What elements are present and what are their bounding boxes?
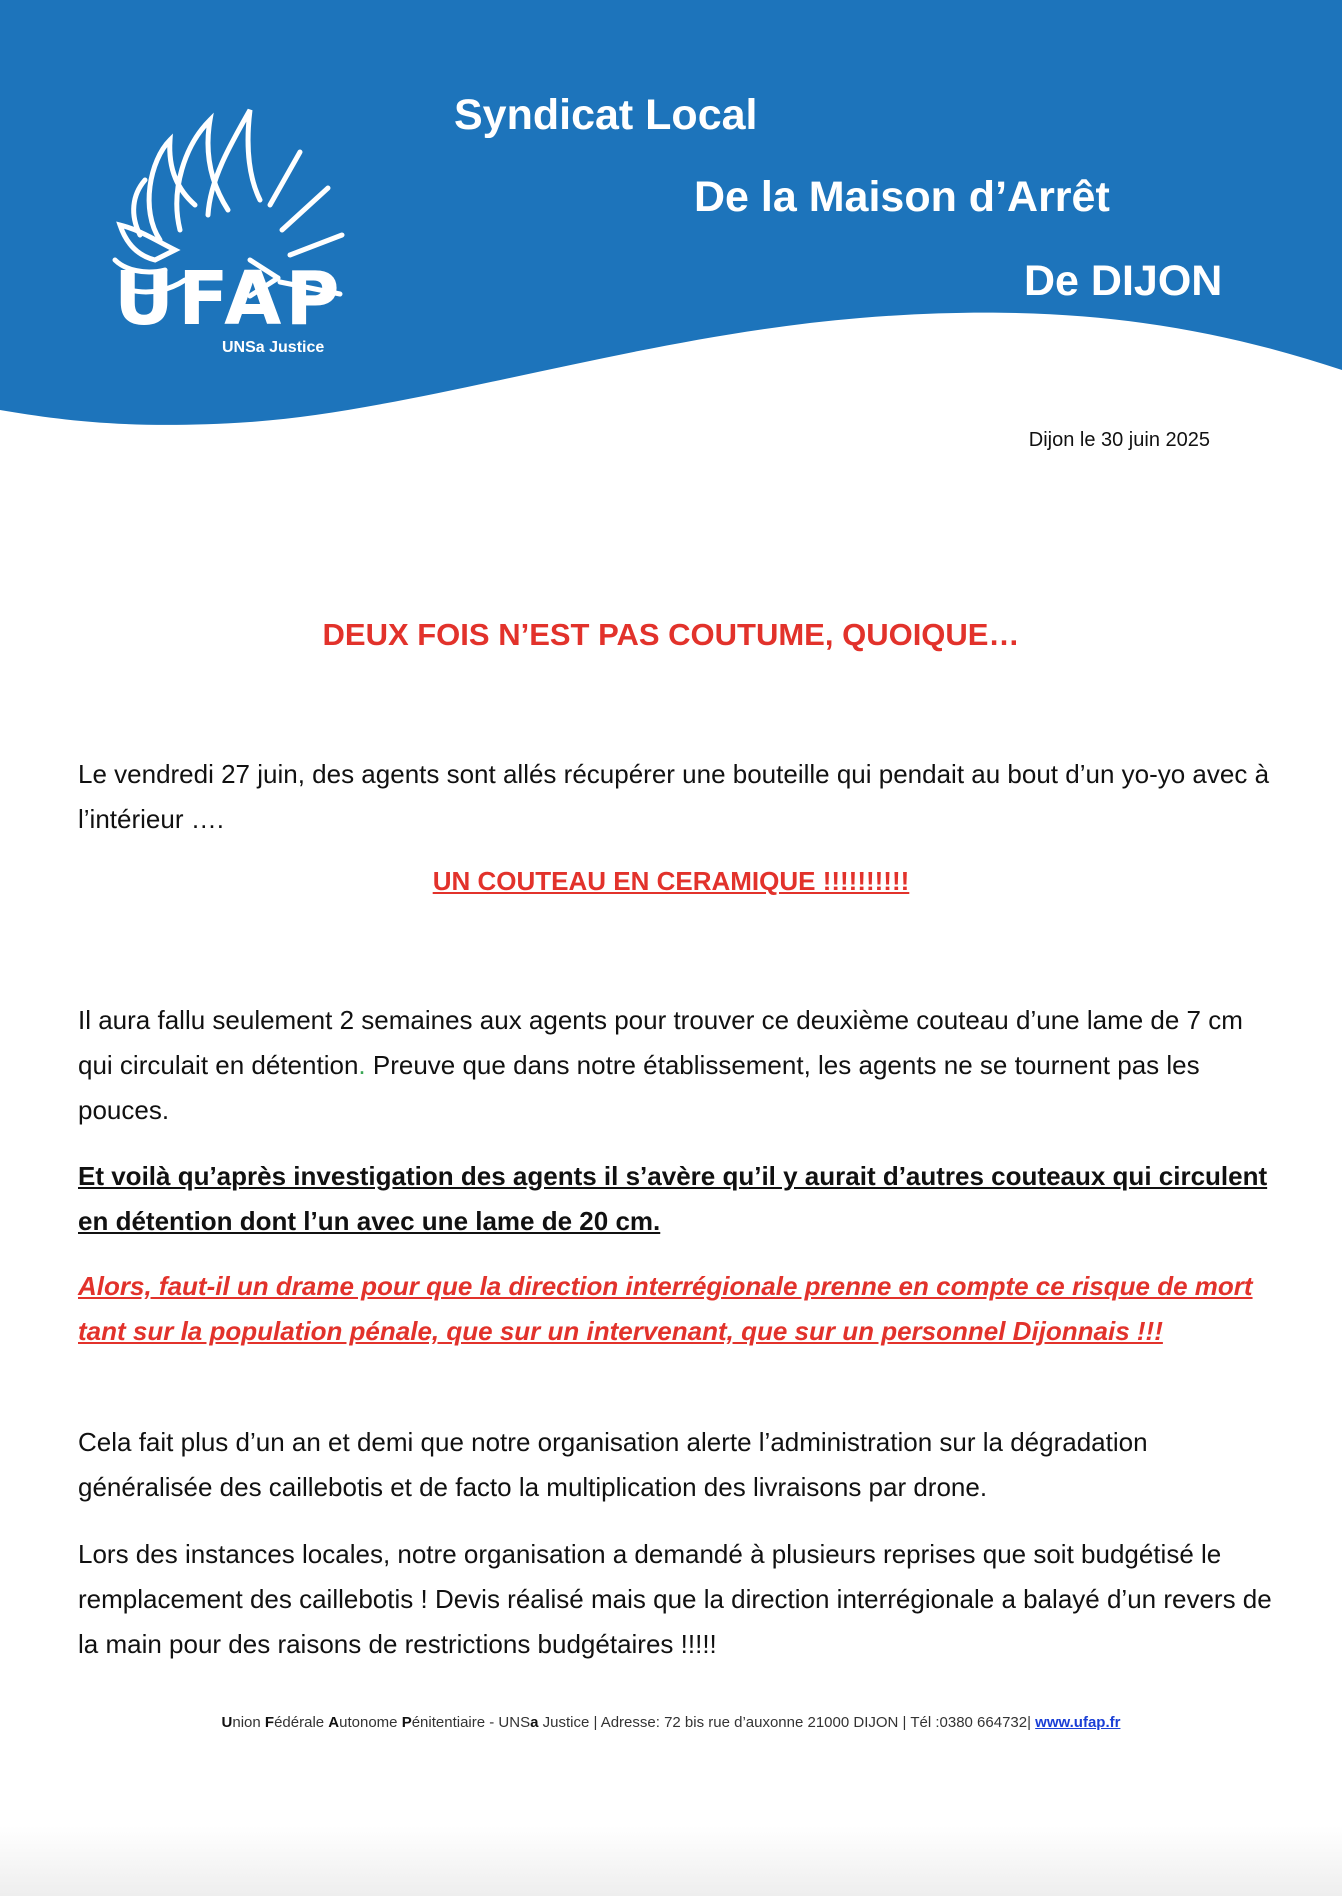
footer-address: | Adresse: 72 bis rue d’auxonne 21000 DIJON | Tél :0380 664732| <box>589 1714 1036 1731</box>
header-title-line-3: De DIJON <box>1024 257 1223 305</box>
document-title: DEUX FOIS N’EST PAS COUTUME, QUOIQUE… <box>322 617 1020 652</box>
paragraph-second-knife-part-1: Il aura fallu seulement 2 semaines aux agents pour trouver ce deuxième couteau d’une lame de 7 cm qui circulait en détention <box>78 1005 1243 1080</box>
page-bottom-shade <box>0 1826 1342 1896</box>
footer-org-text-f: édérale <box>274 1714 329 1731</box>
footer-org-initial-a2: a <box>530 1714 539 1731</box>
header-title-line-1: Syndicat Local <box>454 91 758 139</box>
paragraph-second-knife <box>78 998 1278 1133</box>
footer-org-initial-a: A <box>328 1714 340 1731</box>
paragraph-other-knives: Et voilà qu’après investigation des agents il s’avère qu’il y aurait d’autres couteaux qui circulent en détention dont l’un avec une lame de 20 cm. <box>78 1161 1268 1236</box>
paragraph-second-knife-period: . <box>358 1050 366 1080</box>
footer-org-initial-p: P <box>401 1714 412 1731</box>
paragraph-drama-warning: Alors, faut-il un drame pour que la direction interrégionale prenne en compte ce risque de mort tant sur la population pénale, que sur un intervenant, que sur un personnel Dijonnais !!! <box>78 1271 1253 1346</box>
paragraph-bottle-found: Le vendredi 27 juin, des agents sont allés récupérer une bouteille qui pendait au bout d’un yo-yo avec à l’intérieur …. <box>78 759 1270 834</box>
ceramic-knife-heading: UN COUTEAU EN CERAMIQUE !!!!!!!!!! <box>432 866 910 896</box>
footer-org-text-u: nion <box>232 1714 265 1731</box>
footer-website-link[interactable]: www.ufap.fr <box>1035 1714 1121 1731</box>
header-title-line-2: De la Maison d’Arrêt <box>694 173 1110 221</box>
footer-org-text-a2: Justice <box>538 1714 590 1731</box>
footer-org-initial-f: F <box>264 1714 275 1731</box>
paragraph-second-knife-part-2: Preuve que dans notre établissement, les agents ne se tournent pas les pouces. <box>78 1050 1200 1125</box>
footer-contact <box>0 1714 1342 1732</box>
letter-date: Dijon le 30 juin 2025 <box>1028 429 1210 451</box>
footer-org-initial-u: U <box>221 1714 233 1731</box>
paragraph-alert-administration: Cela fait plus d’un an et demi que notre organisation alerte l’administration sur la dégradation généralisée des caillebotis et de facto la multiplication des livraisons par drone. <box>78 1427 1148 1502</box>
paragraph-budget-refusal: Lors des instances locales, notre organisation a demandé à plusieurs reprises que soit budgétisé le remplacement des caillebotis ! Devis réalisé mais que la direction interrégionale a balayé d’un revers de la main pour des raisons de restrictions budgétaires !!!!! <box>78 1539 1272 1659</box>
ufap-logo-text: UFAP <box>114 256 344 342</box>
footer-org-text-a: utonome <box>339 1714 402 1731</box>
ufap-logo-subtext: UNSa Justice <box>222 339 325 356</box>
letterhead <box>0 0 1342 460</box>
footer-org-text-p: énitentiaire - UNS <box>411 1714 531 1731</box>
